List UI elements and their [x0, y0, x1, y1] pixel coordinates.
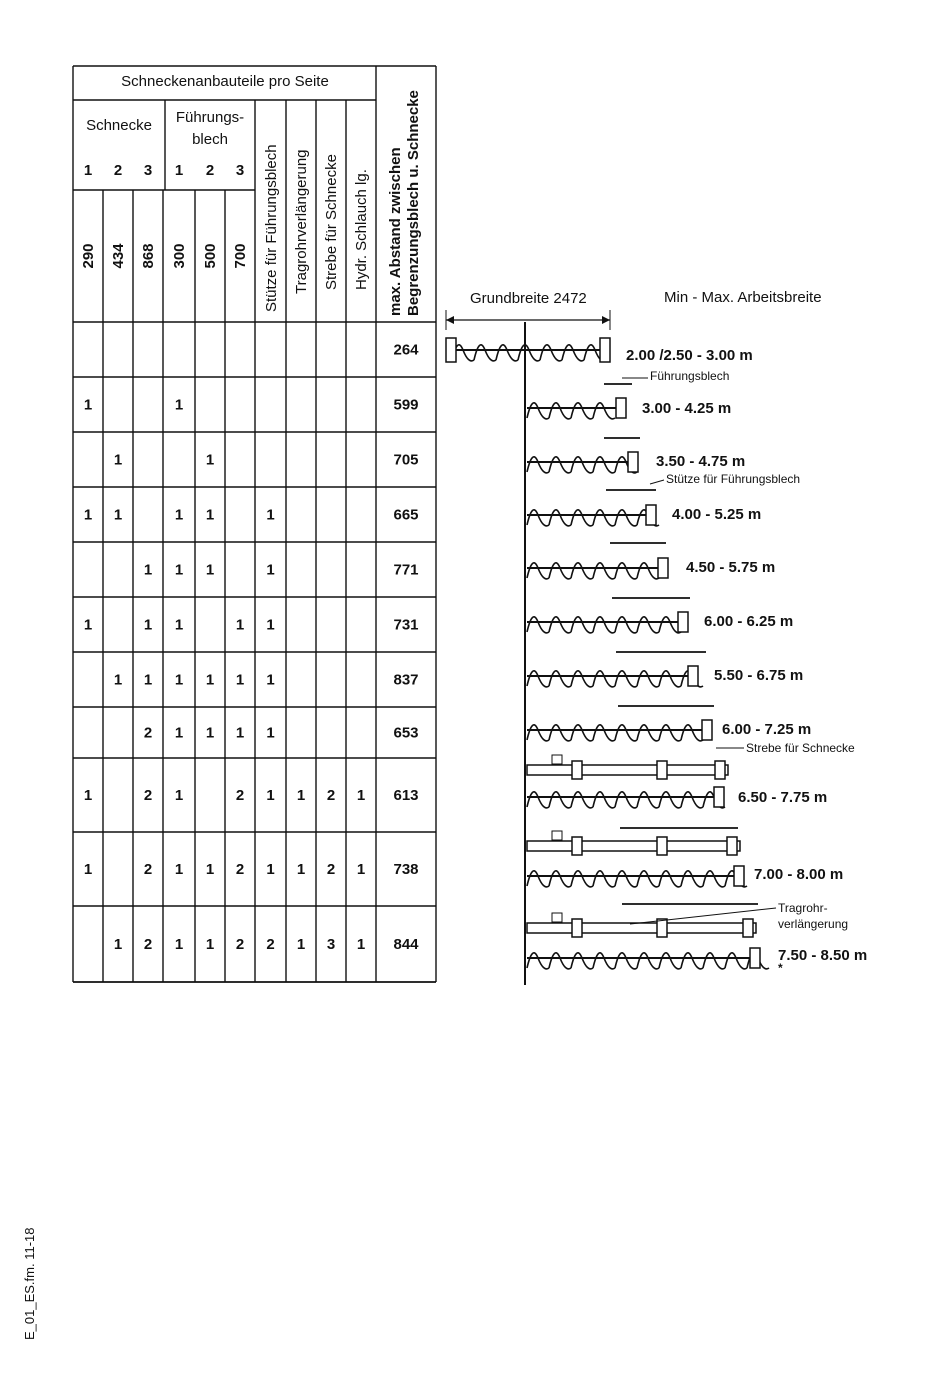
auger-config [527, 558, 668, 579]
table-cell: 653 [393, 724, 419, 742]
table-cell: 1 [174, 724, 184, 742]
auger-config [527, 866, 747, 887]
table-cell: 2 [266, 936, 275, 953]
col-max-2: Begrenzungsblech u. Schnecke [405, 90, 422, 316]
table-cell: 1 [174, 936, 184, 953]
range-label: 3.50 - 4.75 m [656, 453, 746, 470]
table-cell: 1 [143, 561, 153, 579]
table-cell: 771 [393, 561, 419, 579]
table-cell: 599 [393, 396, 419, 414]
range-label: 5.50 - 6.75 m [714, 667, 804, 684]
footer-file-label [10, 1200, 40, 1350]
table-cell: 1 [174, 861, 184, 878]
callout-line [630, 908, 776, 924]
range-label: 3.00 - 4.25 m [642, 400, 732, 417]
table-cell: 2 [326, 787, 336, 804]
table-cell: 1 [205, 936, 215, 953]
table-cell: 844 [393, 936, 419, 953]
callout-fuehrungsblech: Führungsblech [650, 369, 730, 383]
table-cell: 2 [143, 724, 153, 742]
table-cell: 1 [143, 616, 153, 634]
tragrohr-tube [527, 913, 756, 937]
table-cell: 1 [356, 936, 366, 953]
table-cell: 1 [235, 616, 245, 634]
table-cell: 613 [393, 787, 419, 804]
group-fuehrungsblech-2: blech [192, 131, 228, 148]
table-cell: 2 [143, 936, 153, 953]
auger-config [527, 787, 725, 808]
table-cell: 1 [83, 861, 93, 878]
range-label: 7.50 - 8.50 m [778, 947, 868, 964]
table-cell: 1 [174, 671, 184, 689]
table-cell: 1 [296, 787, 306, 804]
callout-line [650, 480, 664, 484]
callout-tragrohr-2: verlängerung [778, 917, 849, 931]
table-cell: 1 [174, 616, 184, 634]
sub-number: 3 [143, 162, 153, 179]
table-cell: 1 [205, 561, 215, 579]
table-cell: 1 [205, 671, 215, 689]
part-length: 500 [202, 243, 219, 269]
table-cell: 2 [235, 787, 245, 804]
arbeitsbreite-label: Min - Max. Arbeitsbreite [664, 289, 822, 306]
table-cell: 738 [393, 861, 419, 878]
table-cell: 1 [83, 616, 93, 634]
table-cell: 3 [326, 936, 336, 953]
table-title: Schneckenanbauteile pro Seite [121, 73, 329, 90]
sub-number: 2 [113, 162, 123, 179]
table-cell: 1 [296, 861, 306, 878]
auger-config [527, 505, 659, 526]
table-cell: 1 [205, 451, 215, 469]
group-fuehrungsblech-1: Führungs- [175, 109, 245, 126]
range-label: 4.50 - 5.75 m [686, 559, 776, 576]
table-cell: 1 [174, 396, 184, 414]
table-cell: 1 [205, 861, 215, 878]
table-cell: 2 [326, 861, 336, 878]
part-length: 300 [171, 243, 188, 269]
callout-stuetze: Stütze für Führungsblech [666, 472, 801, 486]
callout-tragrohr-1: Tragrohr- [778, 901, 828, 915]
part-length: 868 [140, 243, 157, 269]
table-cell: 705 [393, 451, 419, 469]
range-label: 6.50 - 7.75 m [738, 789, 828, 806]
part-length: 700 [232, 243, 249, 269]
table-cell: 1 [205, 506, 215, 524]
table-cell: 1 [113, 936, 123, 953]
table-cell: 1 [296, 936, 306, 953]
table-cell: 2 [235, 861, 245, 878]
table-cell: 2 [143, 787, 153, 804]
table-cell: 1 [235, 724, 245, 742]
table-cell: 1 [266, 861, 275, 878]
auger-config [527, 398, 626, 419]
sub-number: 1 [174, 162, 184, 179]
table-cell: 1 [174, 506, 184, 524]
range-label: 2.00 /2.50 - 3.00 m [626, 347, 753, 364]
table-cell: 264 [393, 341, 419, 359]
table-cell: 1 [113, 671, 123, 689]
table-cell: 1 [266, 787, 275, 804]
sub-number: 1 [83, 162, 93, 179]
table-cell: 1 [174, 787, 184, 804]
table-cell: 1 [174, 561, 184, 579]
col-hydr: Hydr. Schlauch lg. [353, 169, 370, 290]
table-cell: 1 [235, 671, 245, 689]
base-auger [446, 338, 610, 362]
table-cell: 2 [235, 936, 245, 953]
table-cell: 1 [205, 724, 215, 742]
table-cell: 2 [143, 861, 153, 878]
col-max-1: max. Abstand zwischen [387, 147, 404, 316]
auger-config [527, 666, 703, 687]
table-cell: 1 [83, 787, 93, 804]
table-cell: 1 [113, 506, 123, 524]
sub-number: 3 [235, 162, 245, 179]
table-cell: 665 [393, 506, 419, 524]
range-label: 7.00 - 8.00 m [754, 866, 844, 883]
table-cell: 731 [393, 616, 419, 634]
part-length: 434 [110, 243, 127, 269]
grundbreite-label: Grundbreite 2472 [470, 290, 587, 307]
auger-config [527, 612, 688, 633]
col-tragrohr: Tragrohrverlängerung [293, 149, 310, 294]
range-label: 6.00 - 6.25 m [704, 613, 794, 630]
col-stuetze: Stütze für Führungsblech [263, 144, 280, 312]
table-cell: 1 [266, 724, 275, 742]
auger-config [527, 720, 712, 741]
range-label: 6.00 - 7.25 m [722, 721, 812, 738]
table-cell: 1 [83, 506, 93, 524]
auger-configurations [446, 289, 867, 985]
asterisk-mark: * [778, 961, 783, 975]
table-cell: 1 [266, 671, 275, 689]
auger-config [527, 452, 638, 473]
col-strebe: Strebe für Schnecke [323, 154, 340, 290]
table-cell: 1 [83, 396, 93, 414]
table-cell: 1 [266, 561, 275, 579]
table-cell: 1 [143, 671, 153, 689]
table-cell: 1 [266, 506, 275, 524]
tragrohr-tube [527, 755, 728, 779]
tragrohr-tube [527, 831, 740, 855]
sub-number: 2 [205, 162, 215, 179]
file-label-text: E_01_ES.fm. 11-18 [22, 1227, 37, 1340]
table-cell: 837 [393, 671, 419, 689]
range-label: 4.00 - 5.25 m [672, 506, 762, 523]
table-cell: 1 [113, 451, 123, 469]
table-cell: 1 [356, 787, 366, 804]
part-length: 290 [80, 243, 97, 269]
table-cell: 1 [356, 861, 366, 878]
auger-config [527, 948, 769, 969]
group-schnecke: Schnecke [86, 117, 152, 134]
callout-strebe: Strebe für Schnecke [746, 741, 855, 755]
table-cell: 1 [266, 616, 275, 634]
